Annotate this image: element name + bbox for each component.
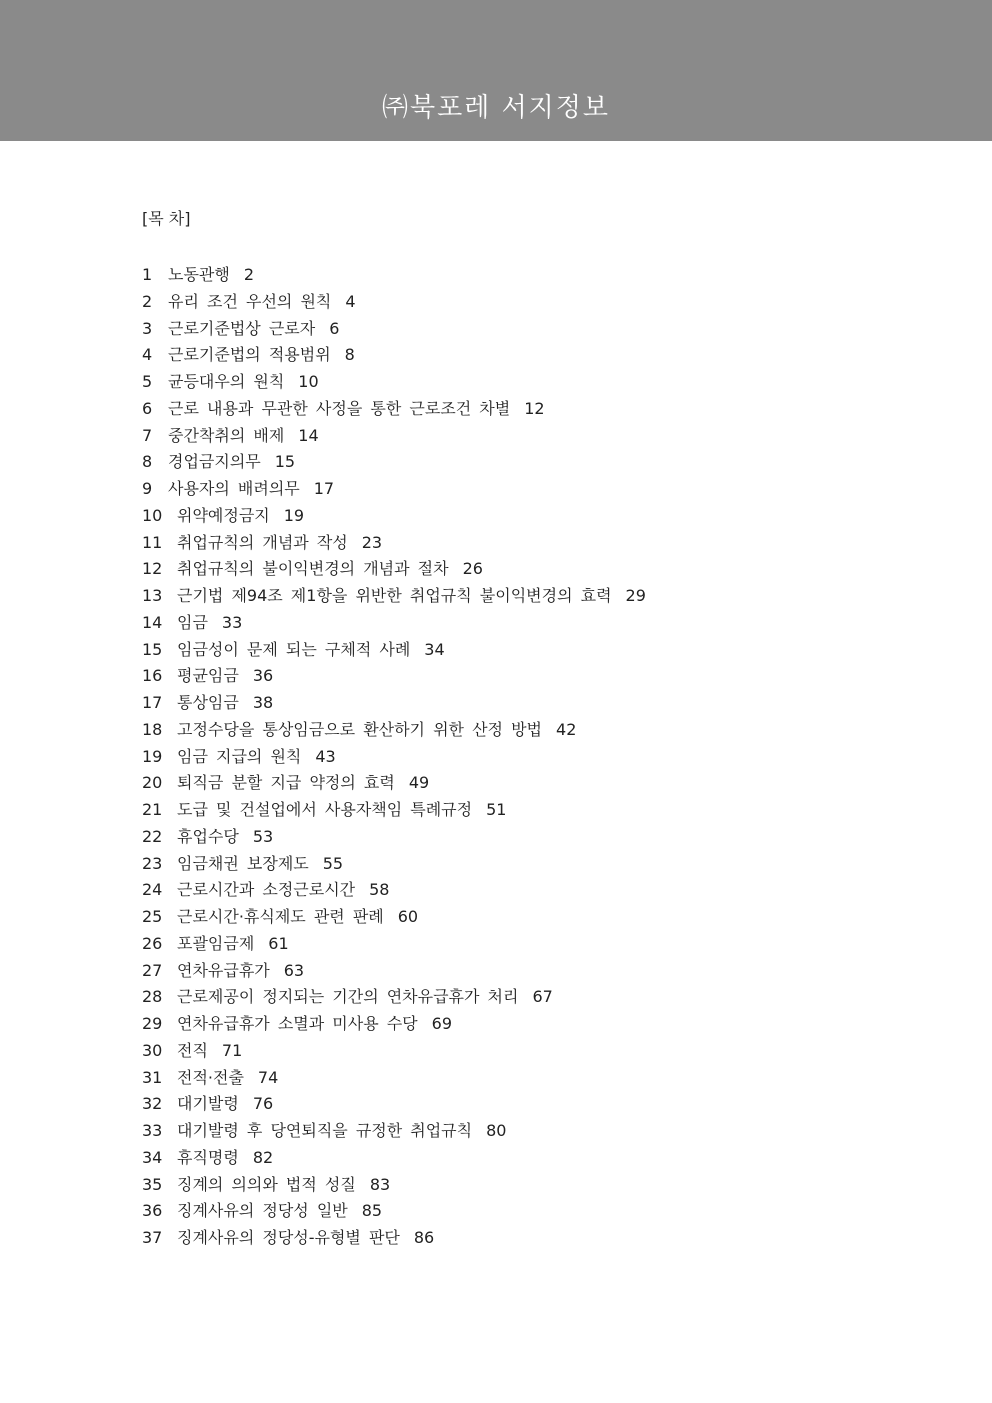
toc-entry bbox=[142, 530, 862, 557]
toc-entry bbox=[142, 556, 862, 583]
toc-entry-page: 53 bbox=[252, 826, 274, 846]
toc-entry bbox=[142, 717, 862, 744]
toc-entry-page: 55 bbox=[322, 853, 344, 873]
toc-entry-page: 85 bbox=[361, 1201, 383, 1221]
toc-entry-title: 근로 내용과 무관한 사정을 통한 근로조건 차별 bbox=[168, 398, 511, 418]
toc-entry-page: 12 bbox=[524, 398, 545, 418]
toc-entry bbox=[142, 1225, 862, 1252]
toc-entry bbox=[142, 931, 862, 958]
toc-entry bbox=[142, 663, 862, 690]
toc-entry-number: 5 bbox=[142, 372, 153, 391]
toc-entry bbox=[142, 958, 862, 985]
toc-entry-number: 36 bbox=[142, 1201, 163, 1221]
toc-entry-number: 30 bbox=[142, 1040, 163, 1060]
toc-entry bbox=[142, 770, 862, 797]
toc-entry bbox=[142, 262, 862, 289]
toc-entry-title: 징계사유의 정당성 일반 bbox=[177, 1201, 348, 1221]
toc-entry-page: 76 bbox=[252, 1094, 274, 1114]
toc-entry-number: 24 bbox=[142, 880, 163, 900]
toc-entry-page: 74 bbox=[257, 1067, 279, 1087]
toc-entry bbox=[142, 1065, 862, 1092]
toc-entry-title: 고정수당을 통상임금으로 환산하기 위한 산정 방법 bbox=[177, 719, 543, 739]
toc-entry-page: 19 bbox=[283, 505, 305, 525]
toc-entry bbox=[142, 1038, 862, 1065]
toc-heading: [목 차] bbox=[142, 209, 191, 228]
toc-entry-title: 전직 bbox=[177, 1040, 208, 1060]
toc-entry bbox=[142, 476, 862, 503]
toc-entry-title: 취업규칙의 개념과 작성 bbox=[177, 532, 348, 552]
toc-entry bbox=[142, 1145, 862, 1172]
toc-entry-number: 7 bbox=[142, 425, 153, 445]
toc-entry-number: 22 bbox=[142, 826, 163, 846]
toc-entry-number: 27 bbox=[142, 960, 163, 980]
toc-entry-page: 60 bbox=[397, 907, 419, 926]
toc-entry-page: 83 bbox=[369, 1174, 391, 1194]
toc-entry-number: 28 bbox=[142, 987, 163, 1007]
toc-entry bbox=[142, 690, 862, 717]
toc-entry bbox=[142, 449, 862, 476]
toc-entry-number: 29 bbox=[142, 1014, 163, 1033]
toc-entry-number: 34 bbox=[142, 1147, 163, 1167]
toc-entry bbox=[142, 610, 862, 637]
toc-entry-page: 33 bbox=[221, 612, 243, 632]
toc-entry-title: 근로제공이 정지되는 기간의 연차유급휴가 처리 bbox=[177, 987, 519, 1007]
header-banner bbox=[0, 0, 992, 141]
toc-entry bbox=[142, 423, 862, 450]
toc-entry-title: 징계사유의 정당성-유형별 판단 bbox=[177, 1228, 400, 1247]
toc-entry-number: 31 bbox=[142, 1067, 163, 1087]
toc-entry-title: 취업규칙의 불이익변경의 개념과 절차 bbox=[177, 559, 449, 579]
toc-entry-number: 2 bbox=[142, 291, 153, 311]
toc-entry-page: 10 bbox=[298, 372, 319, 391]
toc-entry-number: 23 bbox=[142, 853, 163, 873]
toc-entry bbox=[142, 637, 862, 664]
toc-entry-title: 근기법 제94조 제1항을 위반한 취업규칙 불이익변경의 효력 bbox=[177, 586, 612, 605]
toc-entry-page: 14 bbox=[298, 425, 319, 445]
toc-entry-title: 임금채권 보장제도 bbox=[177, 853, 309, 873]
toc-entry-title: 도급 및 건설업에서 사용자책임 특례규정 bbox=[177, 800, 473, 819]
toc-entry-number: 35 bbox=[142, 1174, 163, 1194]
toc-entry-page: 6 bbox=[329, 318, 340, 338]
toc-entry-number: 10 bbox=[142, 505, 163, 525]
toc-entry-title: 근로기준법의 적용범위 bbox=[168, 345, 331, 365]
toc-entry-number: 13 bbox=[142, 586, 163, 605]
toc-entry bbox=[142, 503, 862, 530]
toc-entry-title: 사용자의 배려의무 bbox=[168, 479, 300, 498]
toc-entry-page: 4 bbox=[345, 291, 356, 311]
toc-entry-title: 연차유급휴가 소멸과 미사용 수당 bbox=[177, 1014, 418, 1033]
toc-entry-number: 20 bbox=[142, 773, 163, 793]
toc-entry-title: 균등대우의 원칙 bbox=[168, 372, 285, 391]
toc-entry bbox=[142, 289, 862, 316]
toc-entry-title: 위약예정금지 bbox=[177, 505, 270, 525]
toc-entry-number: 21 bbox=[142, 800, 163, 819]
toc-entry-title: 임금성이 문제 되는 구체적 사례 bbox=[177, 639, 411, 659]
toc-entry-title: 근로기준법상 근로자 bbox=[168, 318, 316, 338]
publisher-title: ㈜북포레 서지정보 bbox=[381, 93, 611, 123]
table-of-contents bbox=[142, 206, 862, 1252]
toc-entry bbox=[142, 877, 862, 904]
toc-entry-title: 퇴직금 분할 지급 약정의 효력 bbox=[177, 773, 395, 793]
toc-entry-page: 8 bbox=[344, 345, 355, 365]
toc-entry-title: 유리 조건 우선의 원칙 bbox=[168, 291, 332, 311]
toc-entry-number: 33 bbox=[142, 1121, 163, 1140]
toc-entry-number: 16 bbox=[142, 666, 163, 686]
toc-entry-title: 휴직명령 bbox=[177, 1147, 239, 1167]
toc-entry-title: 임금 bbox=[177, 612, 208, 632]
toc-entry-page: 58 bbox=[369, 880, 390, 900]
toc-entry-number: 6 bbox=[142, 398, 153, 418]
toc-entry-title: 평균임금 bbox=[177, 666, 239, 686]
toc-entry-title: 근로시간과 소정근로시간 bbox=[177, 880, 356, 900]
toc-entry bbox=[142, 1118, 862, 1145]
toc-entry-title: 노동관행 bbox=[168, 265, 230, 284]
toc-entry-page: 38 bbox=[252, 693, 274, 712]
toc-entry-page: 71 bbox=[221, 1040, 243, 1060]
toc-entry-number: 25 bbox=[142, 907, 163, 926]
toc-entry-page: 36 bbox=[252, 666, 274, 686]
toc-entry-number: 11 bbox=[142, 532, 163, 552]
toc-entry bbox=[142, 369, 862, 396]
toc-entry-number: 9 bbox=[142, 479, 153, 498]
toc-entry bbox=[142, 851, 862, 878]
toc-entry-number: 26 bbox=[142, 933, 163, 953]
toc-entry-title: 대기발령 후 당연퇴직을 규정한 취업규칙 bbox=[177, 1121, 473, 1140]
toc-entry-page: 63 bbox=[283, 960, 305, 980]
toc-entry bbox=[142, 1091, 862, 1118]
toc-entry-title: 경업금지의무 bbox=[168, 452, 261, 472]
toc-entry-page: 69 bbox=[431, 1014, 453, 1033]
toc-entry-title: 연차유급휴가 bbox=[177, 960, 270, 980]
toc-entry-page: 49 bbox=[408, 773, 430, 793]
toc-entry-page: 15 bbox=[274, 452, 296, 472]
toc-entry bbox=[142, 797, 862, 824]
toc-entry-page: 17 bbox=[313, 479, 335, 498]
toc-entry-page: 82 bbox=[252, 1147, 274, 1167]
toc-entry-page: 67 bbox=[532, 987, 553, 1007]
toc-entry-page: 42 bbox=[556, 719, 577, 739]
toc-entry-page: 23 bbox=[361, 532, 383, 552]
toc-entry-page: 61 bbox=[268, 933, 289, 953]
toc-entry-number: 32 bbox=[142, 1094, 163, 1114]
toc-entry bbox=[142, 583, 862, 610]
toc-entry-number: 15 bbox=[142, 639, 163, 659]
toc-entry-page: 43 bbox=[315, 746, 336, 766]
toc-entry-number: 37 bbox=[142, 1228, 163, 1247]
toc-entry-title: 임금 지급의 원칙 bbox=[177, 746, 302, 766]
toc-entry-number: 17 bbox=[142, 693, 163, 712]
toc-entry-title: 대기발령 bbox=[177, 1094, 239, 1114]
toc-entry-number: 8 bbox=[142, 452, 153, 472]
toc-entry-page: 29 bbox=[625, 586, 646, 605]
toc-entry-page: 51 bbox=[486, 800, 507, 819]
toc-list bbox=[142, 262, 862, 1252]
toc-entry-number: 3 bbox=[142, 318, 153, 338]
toc-entry bbox=[142, 984, 862, 1011]
toc-entry-number: 14 bbox=[142, 612, 163, 632]
toc-entry bbox=[142, 1172, 862, 1199]
toc-entry-number: 4 bbox=[142, 345, 153, 365]
toc-entry-number: 1 bbox=[142, 265, 153, 284]
toc-entry-title: 휴업수당 bbox=[177, 826, 239, 846]
toc-entry bbox=[142, 1011, 862, 1038]
toc-entry-number: 19 bbox=[142, 746, 163, 766]
toc-entry-title: 중간착취의 배제 bbox=[168, 425, 285, 445]
toc-entry-title: 근로시간·휴식제도 관련 판례 bbox=[177, 907, 384, 926]
toc-entry-page: 2 bbox=[243, 265, 255, 284]
toc-entry-number: 12 bbox=[142, 559, 163, 579]
toc-entry-title: 징계의 의의와 법적 성질 bbox=[177, 1174, 356, 1194]
toc-entry-title: 통상임금 bbox=[177, 693, 239, 712]
toc-entry-number: 18 bbox=[142, 719, 163, 739]
toc-entry bbox=[142, 824, 862, 851]
toc-entry-title: 포괄임금제 bbox=[177, 933, 255, 953]
toc-entry bbox=[142, 316, 862, 343]
toc-entry-page: 34 bbox=[424, 639, 445, 659]
toc-entry bbox=[142, 396, 862, 423]
toc-entry bbox=[142, 342, 862, 369]
toc-entry-page: 26 bbox=[462, 559, 483, 579]
toc-entry bbox=[142, 1198, 862, 1225]
toc-entry bbox=[142, 904, 862, 931]
toc-entry-page: 86 bbox=[413, 1228, 435, 1247]
toc-entry-page: 80 bbox=[486, 1121, 507, 1140]
toc-entry bbox=[142, 744, 862, 771]
toc-entry-title: 전적·전출 bbox=[177, 1067, 244, 1087]
